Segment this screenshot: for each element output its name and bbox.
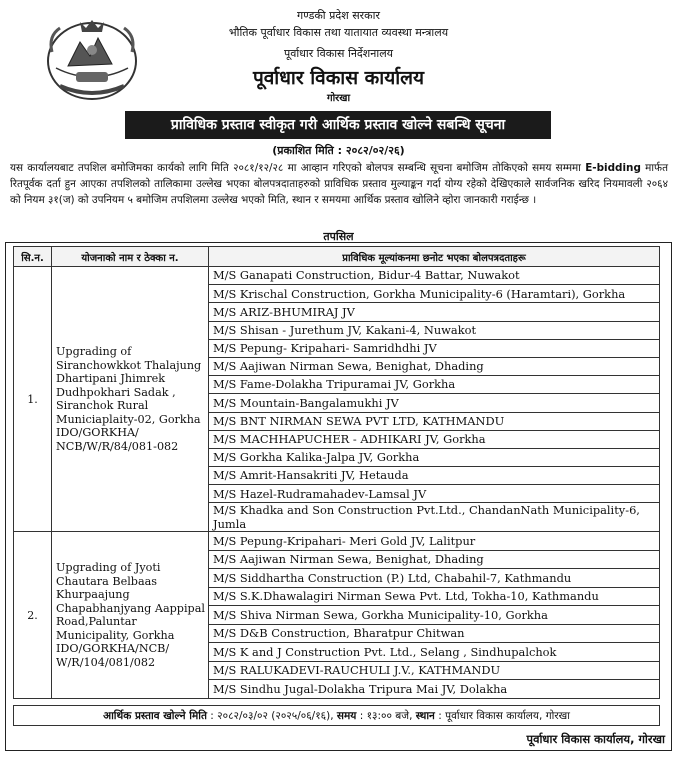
financial-opening-info (13, 705, 660, 726)
office-location: गोरखा (326, 93, 351, 104)
province-government: गण्डकी प्रदेश सरकार (297, 9, 380, 22)
table-header-row (14, 247, 660, 267)
bidder-cell: M/S Shiva Nirman Sewa, Gorkha Municipality-10, Gorkha (209, 606, 660, 625)
header-sn: सि.न. (14, 247, 52, 267)
project-name: Upgrading of Siranchowkkot Thalajung Dhartipani Jhimrek Dudhpokhari Sadak , Siranchok Rural Municiaplaity-02, Gorkha IDO/GORKHA/ NCB/W/R/84/081-082 (52, 267, 209, 532)
office-name: पूर्वाधार विकास कार्यालय (252, 67, 425, 89)
opening-date-value: : २०८२/०३/०२ (२०२५/०६/१६), (206, 710, 337, 722)
bidder-cell: M/S MACHHAPUCHER - ADHIKARI JV, Gorkha (209, 430, 660, 448)
opening-place-value: : पूर्वाधार विकास कार्यालय, गोरखा (434, 710, 570, 722)
intro-text-1: यस कार्यालयबाट तपशिल बमोजिमका कार्यको लागि मिति २०८१/१२/२८ मा आव्हान गरिएको बोलपत्र सम्बन्धि सूचना बमोजिम तोकिएको समय सम्ममा (10, 162, 586, 174)
bidder-cell: M/S S.K.Dhawalagiri Nirman Sewa Pvt. Ltd, Tokha-10, Kathmandu (209, 587, 660, 606)
bidder-cell: M/S Sindhu Jugal-Dolakha Tripura Mai JV, Dolakha (209, 680, 660, 699)
table-row (14, 532, 660, 551)
notice-title: प्राविधिक प्रस्ताव स्वीकृत गरी आर्थिक प्रस्ताव खोल्ने सबन्धि सूचना (125, 111, 551, 139)
opening-place-label: स्थान (415, 710, 435, 722)
signoff-office: पूर्वाधार विकास कार्यालय, गोरखा (526, 732, 665, 746)
ministry-name: भौतिक पूर्वाधार विकास तथा यातायात व्यवस्था मन्त्रालय (228, 26, 449, 39)
bidder-cell: M/S Amrit-Hansakriti JV, Hetauda (209, 467, 660, 485)
bidder-cell: M/S Aajiwan Nirman Sewa, Benighat, Dhading (209, 550, 660, 569)
bidder-cell: M/S Gorkha Kalika-Jalpa JV, Gorkha (209, 448, 660, 466)
bidder-cell: M/S Pepung- Kripahari- Samridhdhi JV (209, 339, 660, 357)
project-name: Upgrading of Jyoti Chautara Belbaas Khurpaajung Chapabhanjyang Aappipal Road,Paluntar Municipality, Gorkha IDO/GORKHA/NCB/ W/R/104/081/082 (52, 532, 209, 699)
published-date: (प्रकाशित मिति : २०८२/०२/२६) (272, 144, 405, 157)
header-bidders: प्राविधिक मूल्यांकनमा छनोट भएका बोलपत्रदताहरू (209, 247, 660, 267)
bidder-cell: M/S ARIZ-BHUMIRAJ JV (209, 303, 660, 321)
bidder-cell: M/S Hazel-Rudramahadev-Lamsal JV (209, 485, 660, 503)
intro-paragraph (10, 160, 668, 208)
bidder-cell: M/S K and J Construction Pvt. Ltd., Selang , Sindhupalchok (209, 643, 660, 662)
bidder-cell: M/S Ganapati Construction, Bidur-4 Battar, Nuwakot (209, 267, 660, 285)
opening-date-label: आर्थिक प्रस्ताव खोल्ने मिति (103, 710, 207, 722)
intro-text-2: मार्फत रितपूर्वक दर्ता हुन आएका तपशिलको तालिकामा उल्लेख भएका बोलपत्रदाताहरुको प्राविधिक प्रस्ताव मुल्याङ्कन गर्दा योग्य रहेको देखिएकाले सार्वजनिक खरिद नियमावली २०६४ को नियम ३१(ज) को उपनियम ५ बमोजिम तपशिलमा उल्लेख भएको मिति, स्थान र समयमा आर्थिक प्रस्ताव खोलिने व्होरा जानकारी गराईन्छ । (10, 162, 668, 206)
bidder-cell: M/S Khadka and Son Construction Pvt.Ltd., ChandanNath Municipality-6, Jumla (209, 503, 660, 532)
opening-time-label: समय (336, 710, 357, 722)
bidder-cell: M/S Aajiwan Nirman Sewa, Benighat, Dhading (209, 357, 660, 375)
opening-time-value: : १३:०० बजे, (356, 710, 416, 722)
row-sn: 2. (14, 532, 52, 699)
row-sn: 1. (14, 267, 52, 532)
bidder-cell: M/S Shisan - Jurethum JV, Kakani-4, Nuwakot (209, 321, 660, 339)
bidder-cell: M/S D&B Construction, Bharatpur Chitwan (209, 624, 660, 643)
header-project: योजनाको नाम र ठेक्का न. (52, 247, 209, 267)
table-row (14, 267, 660, 285)
bidder-cell: M/S RALUKADEVI-RAUCHULI J.V., KATHMANDU (209, 661, 660, 680)
bidder-cell: M/S Krischal Construction, Gorkha Municipality-6 (Haramtari), Gorkha (209, 285, 660, 303)
bidder-cell: M/S Siddhartha Construction (P.) Ltd, Chabahil-7, Kathmandu (209, 569, 660, 588)
details-heading: तपसिल (323, 230, 354, 243)
directorate-name: पूर्वाधार विकास निर्देशनालय (283, 47, 394, 60)
bidder-cell: M/S BNT NIRMAN SEWA PVT LTD, KATHMANDU (209, 412, 660, 430)
bidder-cell: M/S Mountain-Bangalamukhi JV (209, 394, 660, 412)
bidders-table (13, 246, 660, 699)
intro-ebidding: E-bidding (585, 162, 641, 174)
bidder-cell: M/S Fame-Dolakha Tripuramai JV, Gorkha (209, 376, 660, 394)
bidder-cell: M/S Pepung-Kripahari- Meri Gold JV, Lalitpur (209, 532, 660, 551)
